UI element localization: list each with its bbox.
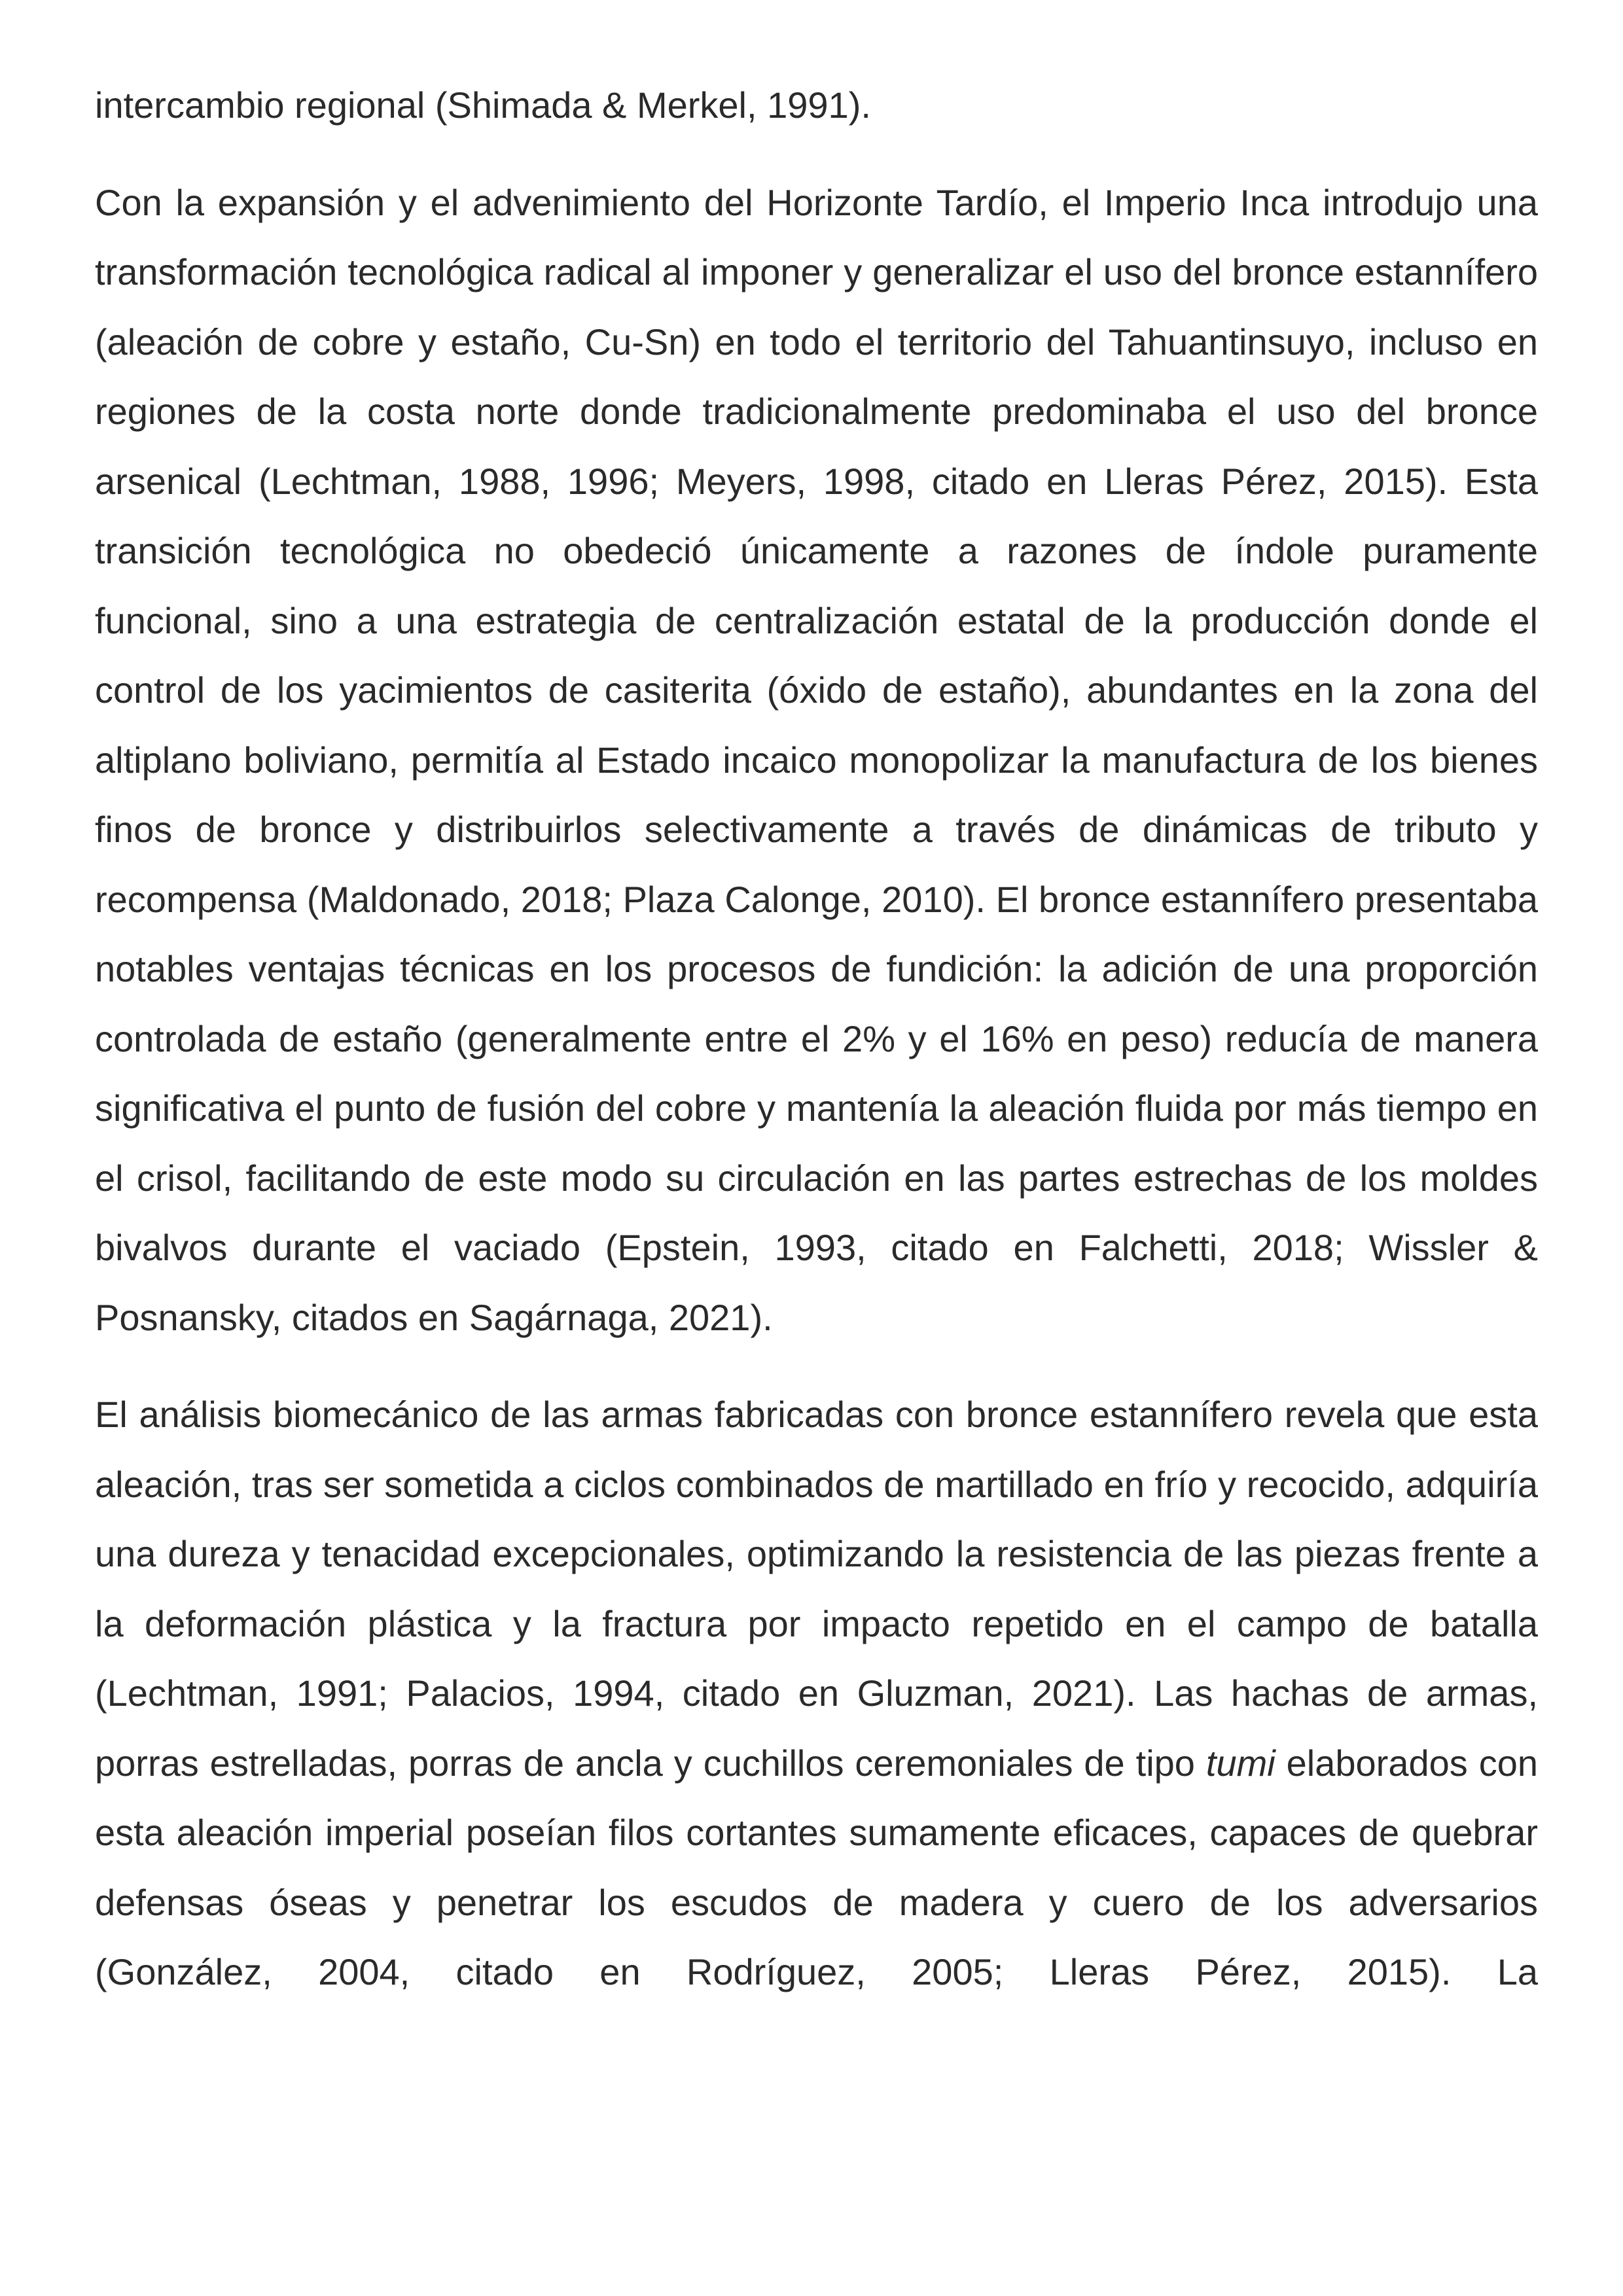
italic-term-tumi: tumi	[1205, 1742, 1275, 1784]
paragraph-weapon-analysis	[95, 1380, 1538, 2007]
paragraph-text-start: El análisis biomecánico de las armas fabricadas con bronce estannífero revela que esta aleación, tras ser sometida a ciclos combinados de martillado en frío y recocido, adquiría una dureza y tenacidad excepcionales, optimizando la resistencia de las piezas frente a la deformación plástica y la fractura por impacto repetido en el campo de batalla (Lechtman, 1991; Palacios, 1994, citado en Gluzman, 2021). Las hachas de armas, porras estrelladas, porras de ancla y cuchillos ceremoniales de tipo	[95, 1394, 1538, 1784]
paragraph-continuation: intercambio regional (Shimada & Merkel, 1991).	[95, 84, 871, 126]
paragraph-text-end: elaborados con esta aleación imperial poseían filos cortantes sumamente eficaces, capaces de quebrar defensas óseas y penetrar los escudos de madera y cuero de los adversarios (González, 2004, citado en Rodríguez, 2005; Lleras Pérez, 2015). La	[95, 1742, 1538, 1992]
paragraph-tin-bronze-transition: Con la expansión y el advenimiento del Horizonte Tardío, el Imperio Inca introdujo una transformación tecnológica radical al imponer y generalizar el uso del bronce estannífero (aleación de cobre y estaño, Cu-Sn) en todo el territorio del Tahuantinsuyo, incluso en regiones de la costa norte donde tradicionalmente predominaba el uso del bronce arsenical (Lechtman, 1988, 1996; Meyers, 1998, citado en Lleras Pérez, 2015). Esta transición tecnológica no obedeció únicamente a razones de índole puramente funcional, sino a una estrategia de centralización estatal de la producción donde el control de los yacimientos de casiterita (óxido de estaño), abundantes en la zona del altiplano boliviano, permitía al Estado incaico monopolizar la manufactura de los bienes finos de bronce y distribuirlos selectivamente a través de dinámicas de tributo y recompensa (Maldonado, 2018; Plaza Calonge, 2010). El bronce estannífero presentaba notables ventajas técnicas en los procesos de fundición: la adición de una proporción controlada de estaño (generalmente entre el 2% y el 16% en peso) reducía de manera significativa el punto de fusión del cobre y mantenía la aleación fluida por más tiempo en el crisol, facilitando de este modo su circulación en las partes estrechas de los moldes bivalvos durante el vaciado (Epstein, 1993, citado en Falchetti, 2018; Wissler & Posnansky, citados en Sagárnaga, 2021).	[95, 181, 1538, 1338]
body-text	[95, 71, 1538, 2035]
